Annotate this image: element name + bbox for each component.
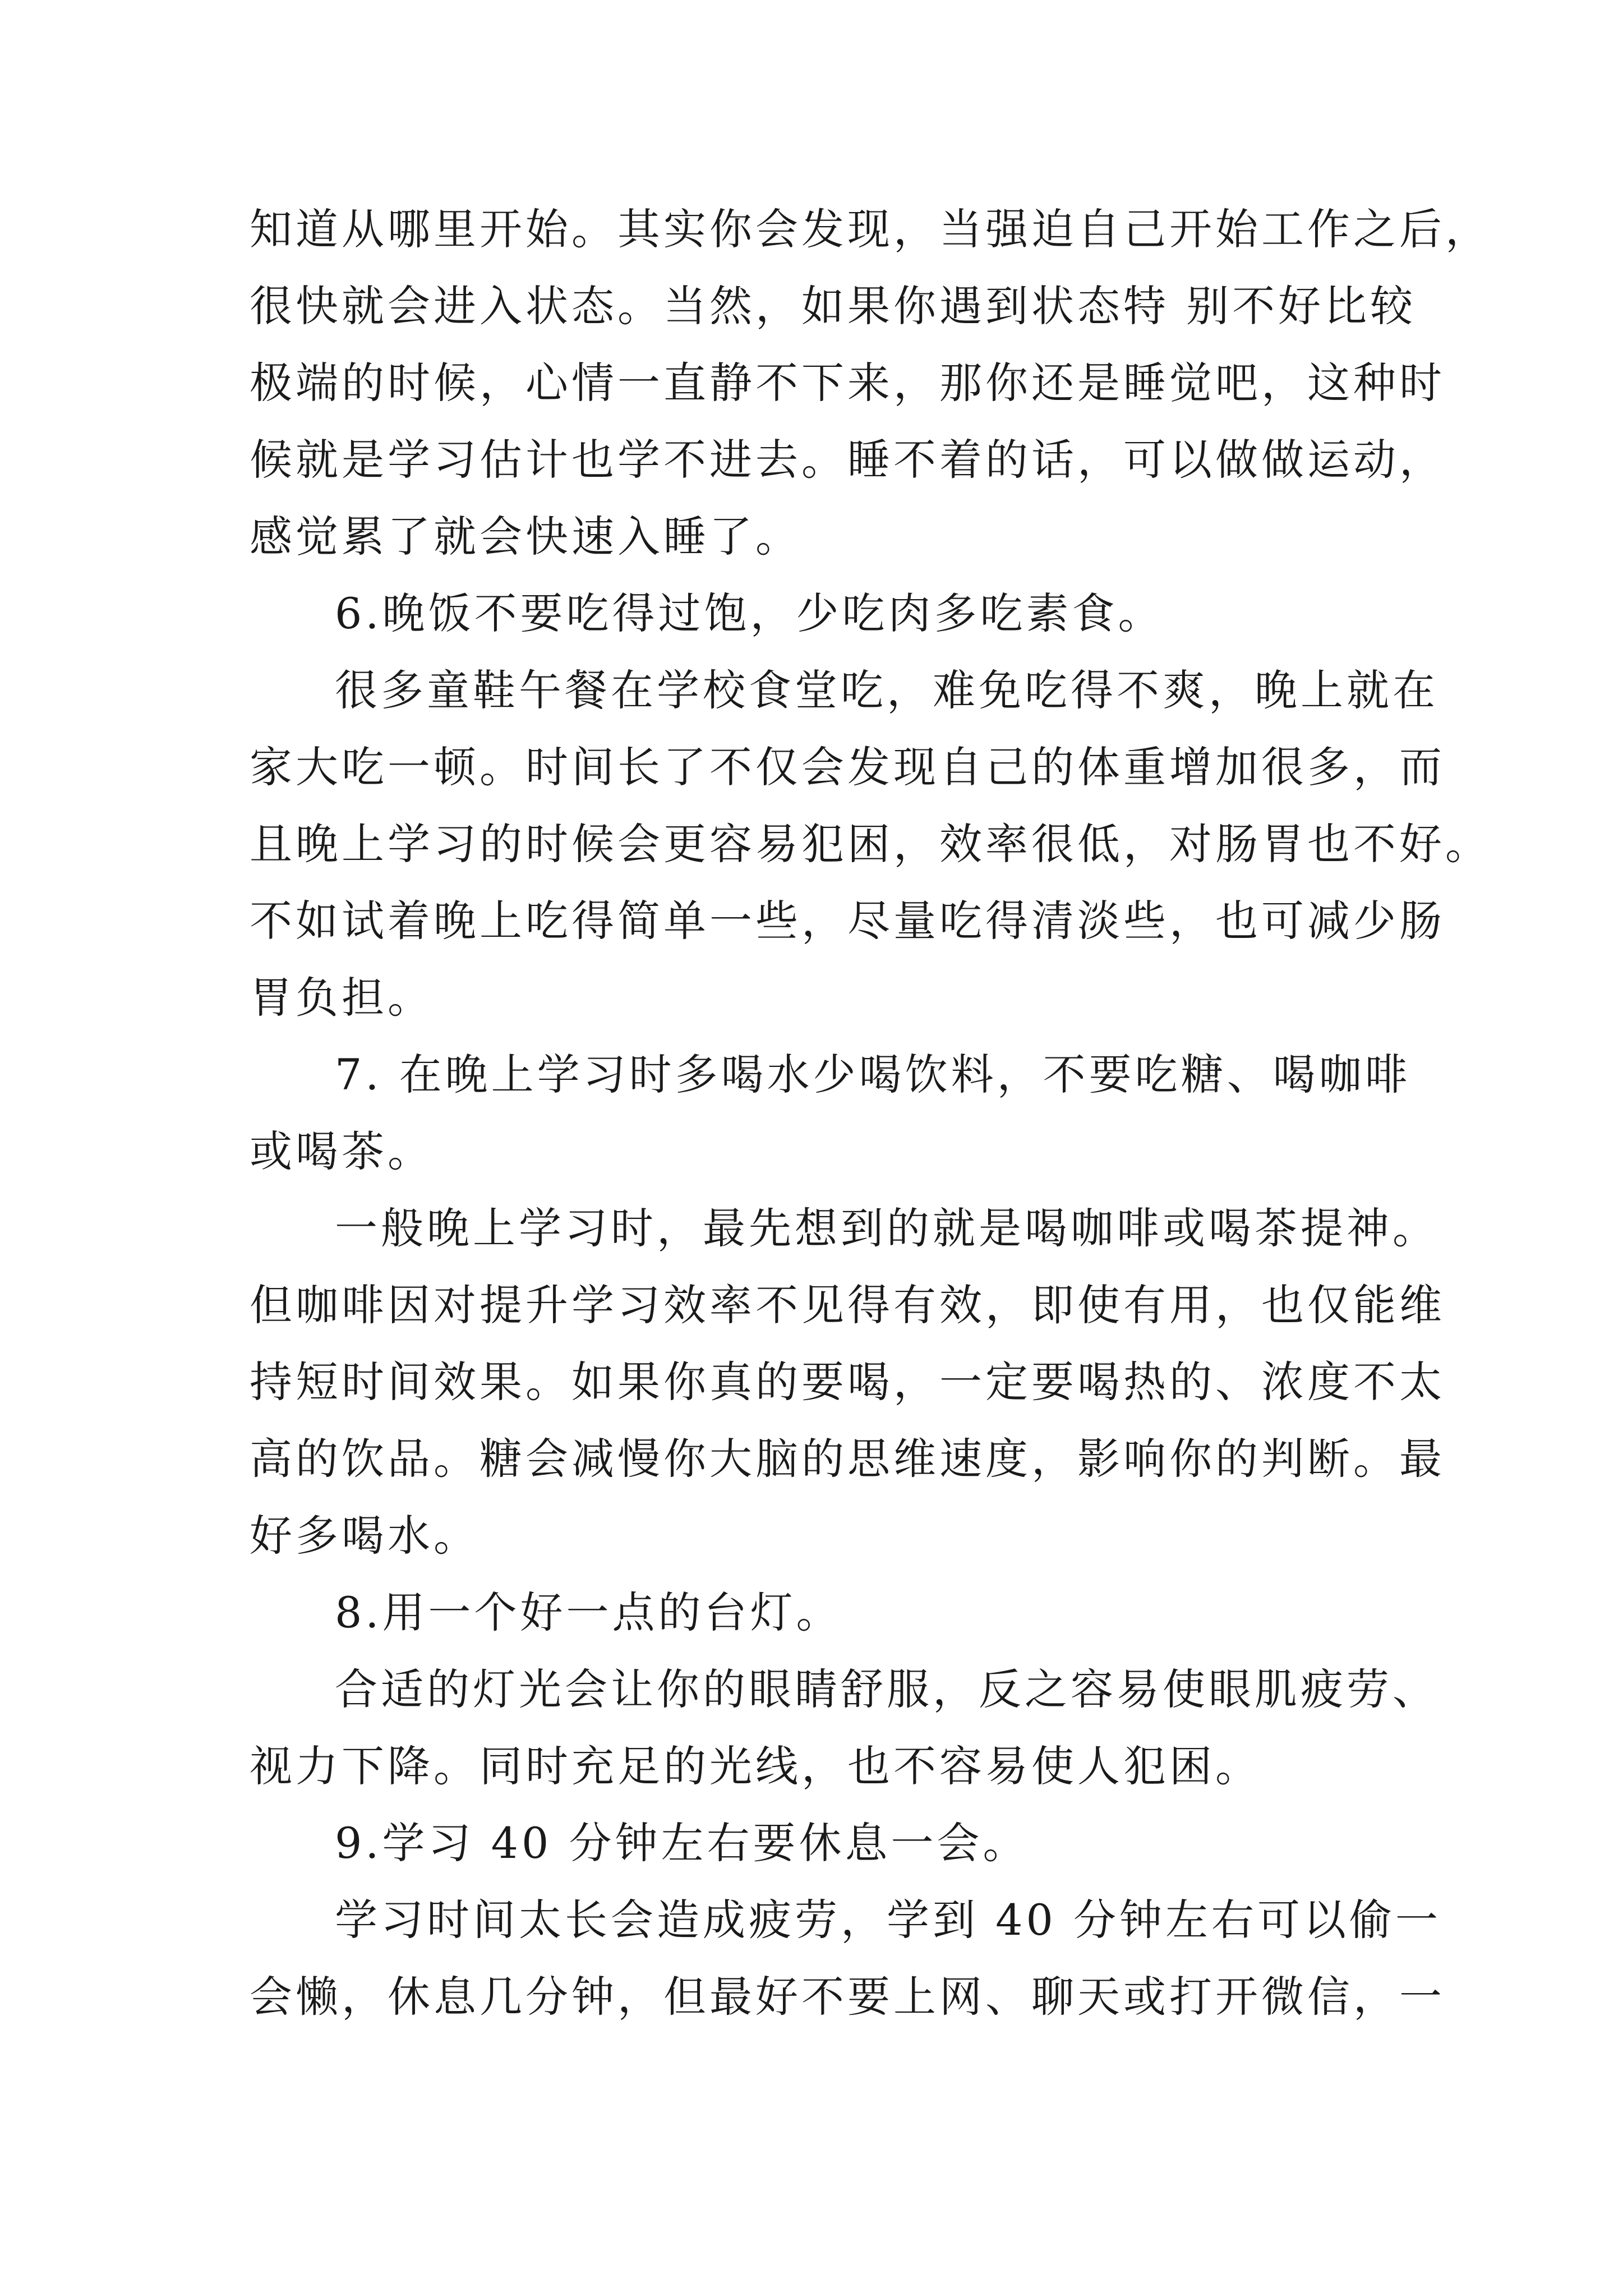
text-line: 极端的时候，心情一直静不下来，那你还是睡觉吧，这种时	[250, 358, 1445, 408]
text-line: 知道从哪里开始。其实你会发现，当强迫自己开始工作之后，	[250, 204, 1491, 254]
paragraph-start: 合适的灯光会让你的眼睛舒服，反之容易使眼肌疲劳、	[335, 1664, 1438, 1714]
document-body	[250, 191, 1491, 2035]
text-line: 视力下降。同时充足的光线，也不容易使人犯困。	[250, 1741, 1261, 1791]
text-line: 但咖啡因对提升学习效率不见得有效，即使有用，也仅能维	[250, 1280, 1445, 1330]
text-line: 会懒，休息几分钟，但最好不要上网、聊天或打开微信，一	[250, 1972, 1445, 2022]
section-heading-6: 6.晚饭不要吃得过饱，少吃肉多吃素食。	[335, 588, 1164, 638]
text-line: 高的饮品。糖会减慢你大脑的思维速度，影响你的判断。最	[250, 1434, 1445, 1484]
text-line: 或喝茶。	[250, 1126, 434, 1176]
text-line: 胃负担。	[250, 973, 434, 1023]
paragraph-start: 一般晚上学习时，最先想到的就是喝咖啡或喝茶提神。	[335, 1203, 1438, 1253]
section-heading-8: 8.用一个好一点的台灯。	[335, 1588, 842, 1637]
text-line: 感觉累了就会快速入睡了。	[250, 512, 801, 562]
paragraph-start: 很多童鞋午餐在学校食堂吃，难免吃得不爽，晚上就在	[335, 665, 1438, 715]
text-line: 且晚上学习的时候会更容易犯困，效率很低，对肠胃也不好。	[250, 819, 1491, 869]
text-line: 家大吃一顿。时间长了不仅会发现自己的体重增加很多，而	[250, 742, 1445, 792]
section-heading-9: 9.学习 40 分钟左右要休息一会。	[335, 1818, 1029, 1868]
text-line: 候就是学习估计也学不进去。睡不着的话，可以做做运动，	[250, 435, 1445, 485]
paragraph-start: 学习时间太长会造成疲劳，学到 40 分钟左右可以偷一	[335, 1895, 1442, 1945]
text-line: 好多喝水。	[250, 1511, 479, 1561]
text-line: 很快就会进入状态。当然，如果你遇到状态特 别不好比较	[250, 281, 1417, 331]
section-heading-7: 7. 在晚上学习时多喝水少喝饮料，不要吃糖、喝咖啡	[335, 1050, 1411, 1099]
text-line: 不如试着晚上吃得简单一些，尽量吃得清淡些，也可减少肠	[250, 896, 1445, 946]
text-line: 持短时间效果。如果你真的要喝，一定要喝热的、浓度不太	[250, 1357, 1445, 1407]
